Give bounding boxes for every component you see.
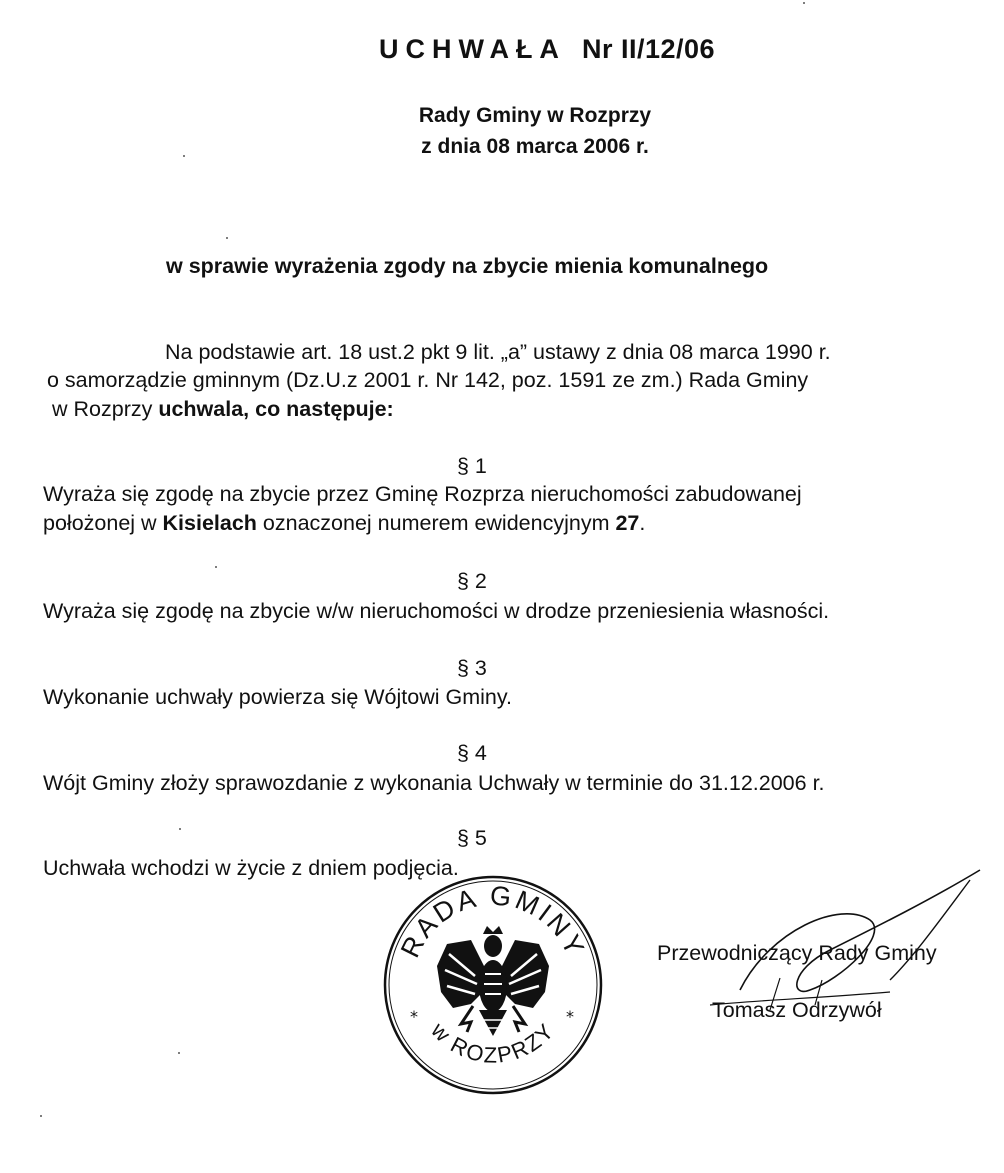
scan-speck [226,237,228,239]
scan-speck [40,1115,42,1117]
section-1-label: § 1 [457,454,487,478]
council-seal [380,872,606,1098]
parcel-number: 27 [615,511,640,535]
preamble-line-3 [52,397,394,422]
svg-text:*: * [566,1007,574,1026]
preamble-line-2: o samorządzie gminnym (Dz.U.z 2001 r. Nr 142, poz. 1591 ze zm.) Rada Gminy [47,368,809,392]
scan-speck [179,828,181,830]
subject-line: w sprawie wyrażenia zgody na zbycie mienia komunalnego [166,254,769,278]
section-4-label: § 4 [457,741,487,765]
seal-top-text: RADA GMINY [394,880,592,963]
section-1-line-1: Wyraża się zgodę na zbycie przez Gminę Rozprza nieruchomości zabudowanej [43,482,802,506]
document-title [0,34,1004,65]
preamble-line-1: Na podstawie art. 18 ust.2 pkt 9 lit. „a” ustawy z dnia 08 marca 1990 r. [165,340,831,364]
title-word: UCHWAŁA [378,34,566,64]
scan-speck [183,155,185,157]
section-4-text: Wójt Gminy złoży sprawozdanie z wykonania Uchwały w terminie do 31.12.2006 r. [43,771,825,795]
issuer: Rady Gminy w Rozprzy [418,104,652,127]
section-1-line-2 [43,511,645,536]
section-1-text-b: oznaczonej numerem ewidencyjnym [256,511,616,535]
scan-speck [803,2,805,4]
handwritten-signature [640,860,1000,1030]
scan-speck [178,1052,180,1054]
scan-speck [215,566,217,568]
section-5-text: Uchwała wchodzi w życie z dniem podjęcia. [43,856,459,880]
preamble-line-3-plain: w Rozprzy [52,397,159,421]
svg-text:*: * [410,1007,418,1026]
resolution-date: z dnia 08 marca 2006 r. [421,135,649,158]
seal-bottom-text: w ROZPRZY [426,1017,560,1068]
section-3-text: Wykonanie uchwały powierza się Wójtowi Gminy. [43,685,512,709]
section-1-text-c: . [639,511,646,535]
place-name: Kisielach [162,511,257,535]
section-2-label: § 2 [457,569,487,593]
title-number: Nr II/12/06 [581,34,716,64]
eagle-emblem-icon [437,926,549,1036]
signatory-name: Tomasz Odrzywół [712,998,882,1022]
section-3-label: § 3 [457,656,487,680]
signatory-role: Przewodniczący Rady Gminy [657,941,937,965]
preamble-enactment: uchwala, co następuje: [158,397,394,421]
section-5-label: § 5 [457,826,487,850]
section-2-text: Wyraża się zgodę na zbycie w/w nieruchomości w drodze przeniesienia własności. [43,599,830,623]
section-1-text-a: położonej w [43,511,163,535]
